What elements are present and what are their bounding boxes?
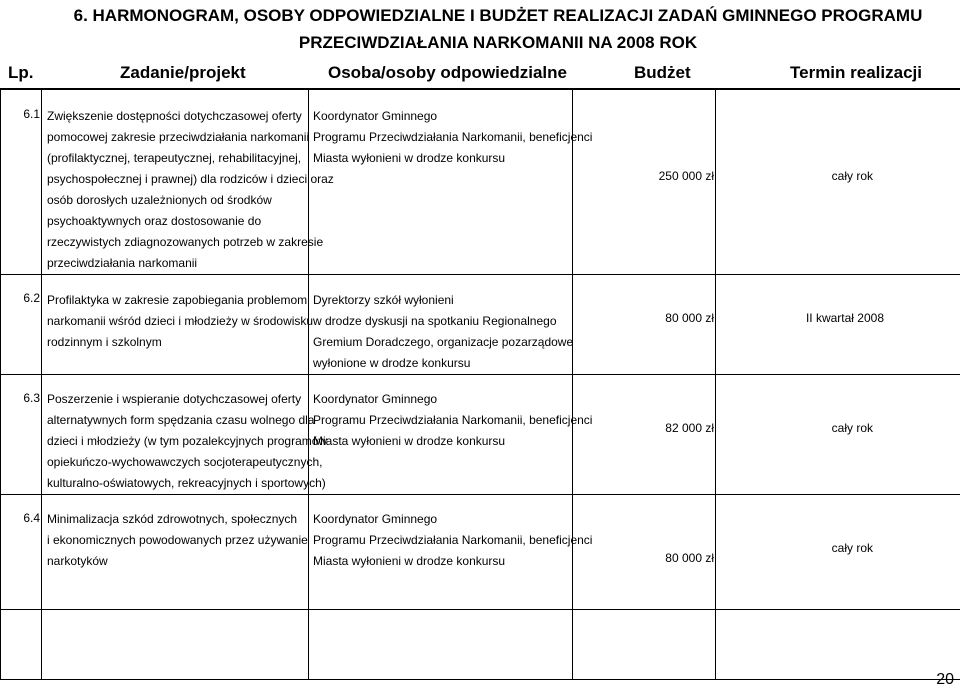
table-row-empty: [1, 610, 960, 680]
row-budget: 250 000 zł: [573, 90, 716, 275]
row-persons: Koordynator Gminnego Programu Przeciwdziałania Narkomanii, beneficjenci Miasta wyłonieni w drodze konkursu: [309, 90, 573, 275]
table-row: [1, 90, 960, 275]
column-header-lp: Lp.: [8, 63, 34, 82]
row-persons: Koordynator Gminnego Programu Przeciwdziałania Narkomanii, beneficjenci Miasta wyłonieni w drodze konkursu: [309, 495, 573, 610]
row-term: cały rok: [716, 375, 960, 495]
row-task: Zwiększenie dostępności dotychczasowej oferty pomocowej zakresie przeciwdziałania narkomanii (profilaktycznej, terapeutycznej, rehabilitacyjnej, psychospołecznej i prawnej) dla rodziców i dzieci oraz osób dorosłych uzależnionych od środków psychoaktywnych oraz dostosowanie do rzeczywistych zdiagnozowanych potrzeb w zakresie przeciwdziałania narkomanii: [42, 90, 309, 275]
row-lp: 6.1: [1, 90, 42, 275]
row-term: cały rok: [716, 90, 960, 275]
row-lp: 6.3: [1, 375, 42, 495]
row-task: Profilaktyka w zakresie zapobiegania problemom narkomanii wśród dzieci i młodzieży w środowisku rodzinnym i szkolnym: [42, 275, 309, 375]
table-row: [1, 495, 960, 610]
column-header-term: Termin realizacji: [790, 63, 922, 82]
row-task: Minimalizacja szkód zdrowotnych, społecznych i ekonomicznych powodowanych przez używanie narkotyków: [42, 495, 309, 610]
document-title-line-1: 6. HARMONOGRAM, OSOBY ODPOWIEDZIALNE I BUDŻET REALIZACJI ZADAŃ GMINNEGO PROGRAMU: [73, 6, 923, 25]
row-lp: 6.4: [1, 495, 42, 610]
page-number: 20: [936, 671, 954, 688]
table-row: [1, 275, 960, 375]
column-header-persons: Osoba/osoby odpowiedzialne: [328, 63, 567, 82]
row-lp: 6.2: [1, 275, 42, 375]
row-term: cały rok: [716, 495, 960, 610]
schedule-table: [0, 89, 960, 680]
table-header: [0, 58, 960, 89]
row-budget: 80 000 zł: [573, 495, 716, 610]
column-header-task: Zadanie/projekt: [120, 63, 246, 82]
row-persons: Dyrektorzy szkół wyłonieni w drodze dyskusji na spotkaniu Regionalnego Gremium Doradczego, organizacje pozarządowe wyłonione w drodze konkursu: [309, 275, 573, 375]
table-row: [1, 375, 960, 495]
column-header-budget: Budżet: [634, 63, 691, 82]
row-budget: 82 000 zł: [573, 375, 716, 495]
document-title-line-2: PRZECIWDZIAŁANIA NARKOMANII NA 2008 ROK: [298, 33, 698, 52]
row-persons: Koordynator Gminnego Programu Przeciwdziałania Narkomanii, beneficjenci Miasta wyłonieni w drodze konkursu: [309, 375, 573, 495]
row-task: Poszerzenie i wspieranie dotychczasowej oferty alternatywnych form spędzania czasu wolnego dla dzieci i młodzieży (w tym pozalekcyjnych programów opiekuńczo-wychowawczych socjoterapeutycznych, kulturalno-oświatowych, rekreacyjnych i sportowych): [42, 375, 309, 495]
row-budget: 80 000 zł: [573, 275, 716, 375]
row-term: II kwartał 2008: [716, 275, 960, 375]
